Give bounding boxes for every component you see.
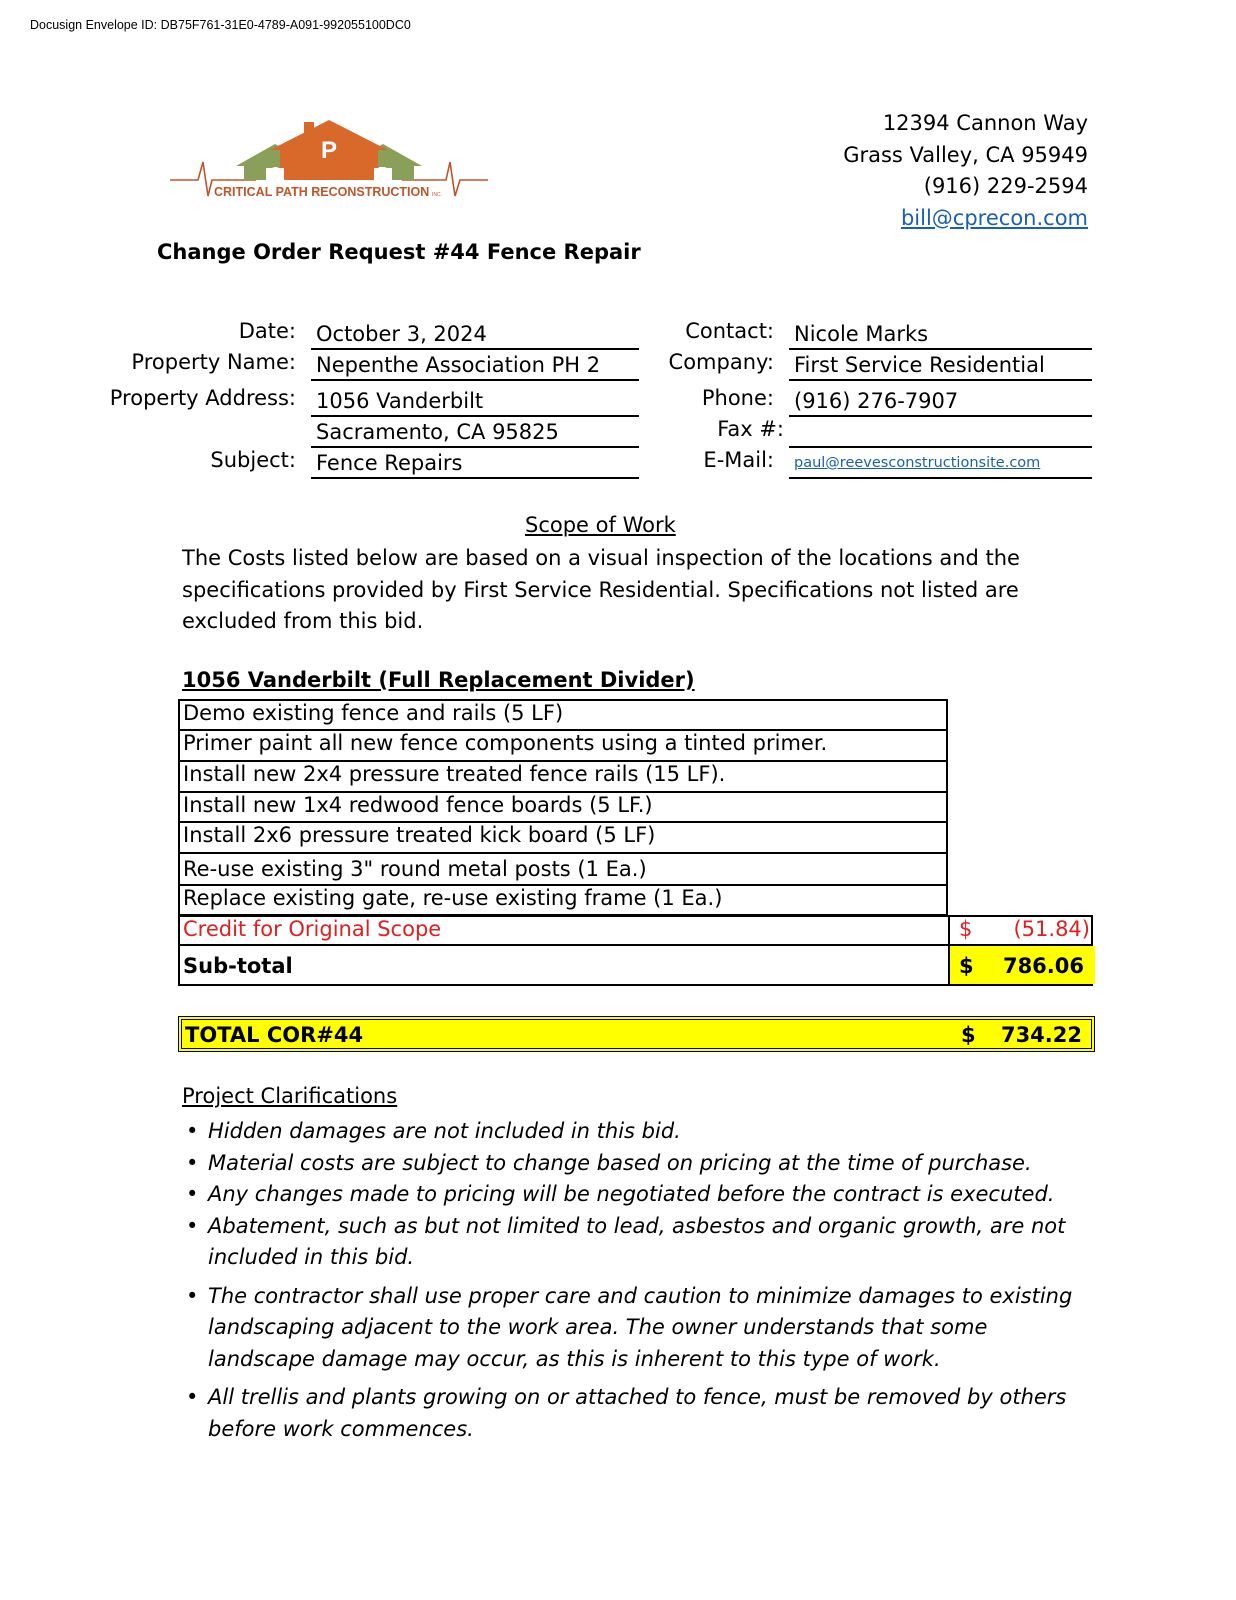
date-label: Date: bbox=[238, 319, 296, 343]
scope-heading: Scope of Work bbox=[525, 513, 676, 537]
property-address-line1: 1056 Vanderbilt bbox=[311, 386, 639, 417]
bullet-icon: • bbox=[186, 1213, 199, 1238]
contractor-phone: (916) 229-2594 bbox=[923, 174, 1088, 198]
logo-letter-r: R bbox=[377, 164, 389, 181]
subtotal-row bbox=[178, 946, 1093, 986]
clarification-item bbox=[186, 1382, 1086, 1445]
credit-label: Credit for Original Scope bbox=[183, 917, 442, 941]
clarification-item bbox=[186, 1148, 1086, 1180]
clarification-item bbox=[186, 1281, 1086, 1376]
clarifications-heading: Project Clarifications bbox=[182, 1084, 398, 1108]
bullet-icon: • bbox=[186, 1283, 199, 1308]
clarification-item bbox=[186, 1179, 1086, 1211]
contractor-address-block bbox=[843, 108, 1088, 234]
credit-currency-symbol: $ bbox=[959, 917, 973, 941]
scope-item-row: Demo existing fence and rails (5 LF) bbox=[178, 699, 948, 731]
subject-label: Subject: bbox=[210, 448, 296, 472]
scope-item-row: Replace existing gate, re-use existing frame (1 Ea.) bbox=[178, 886, 948, 916]
subtotal-amount: 786.06 bbox=[1002, 954, 1084, 978]
credit-amount-cell bbox=[948, 917, 1095, 944]
total-amount: 734.22 bbox=[1000, 1023, 1082, 1047]
total-currency-symbol: $ bbox=[961, 1023, 976, 1047]
docusign-envelope-id: Docusign Envelope ID: DB75F761-31E0-4789-A091-992055100DC0 bbox=[30, 18, 411, 32]
logo-company-name: CRITICAL PATH RECONSTRUCTION bbox=[214, 185, 430, 199]
scope-body: The Costs listed below are based on a visual inspection of the locations and the specifications provided by First Service Residential. Specifications not listed are excluded from this bid. bbox=[182, 546, 1020, 633]
bullet-icon: • bbox=[186, 1119, 199, 1143]
fax-label: Fax #: bbox=[717, 417, 784, 441]
company-label: Company: bbox=[668, 350, 774, 374]
subtotal-currency-symbol: $ bbox=[959, 954, 974, 978]
property-name-label: Property Name: bbox=[131, 350, 296, 374]
contact-value: Nicole Marks bbox=[789, 319, 1092, 350]
scope-item-row: Install new 2x4 pressure treated fence rails (15 LF). bbox=[178, 762, 948, 793]
bullet-icon: • bbox=[186, 1182, 199, 1206]
clarification-text: Material costs are subject to change based on pricing at the time of purchase. bbox=[208, 1150, 1032, 1175]
date-value: October 3, 2024 bbox=[311, 319, 639, 350]
property-name-value: Nepenthe Association PH 2 bbox=[311, 350, 639, 381]
scope-item-row: Install new 1x4 redwood fence boards (5 LF.) bbox=[178, 793, 948, 823]
scope-item-row: Primer paint all new fence components using a tinted primer. bbox=[178, 731, 948, 762]
clarification-text: Any changes made to pricing will be negotiated before the contract is executed. bbox=[208, 1182, 1055, 1206]
clarification-item bbox=[186, 1116, 1086, 1148]
clarification-text: The contractor shall use proper care and caution to minimize damages to existing landscaping adjacent to the work area. The owner understands that some landscape damage may occur, as this is inherent to this type of work. bbox=[208, 1283, 1073, 1371]
clarification-text: All trellis and plants growing on or attached to fence, must be removed by others before work commences. bbox=[208, 1385, 1067, 1441]
phone-value: (916) 276-7907 bbox=[789, 386, 1092, 417]
client-email-link[interactable]: paul@reevesconstructionsite.com bbox=[794, 455, 1041, 471]
email-label: E-Mail: bbox=[703, 448, 774, 472]
bullet-icon: • bbox=[186, 1385, 199, 1409]
credit-amount: (51.84) bbox=[1013, 917, 1090, 941]
credit-row bbox=[178, 915, 1093, 946]
clarifications-list bbox=[186, 1116, 1086, 1452]
subtotal-amount-cell bbox=[948, 946, 1095, 984]
clarification-text: Hidden damages are not included in this bid. bbox=[208, 1119, 681, 1143]
contractor-street: 12394 Cannon Way bbox=[882, 111, 1088, 135]
total-row bbox=[178, 1016, 1095, 1052]
scope-item-row: Re-use existing 3" round metal posts (1 Ea.) bbox=[178, 854, 948, 886]
clarification-text: Abatement, such as but not limited to lead, asbestos and organic growth, are not included in this bid. bbox=[208, 1213, 1066, 1269]
section-heading: 1056 Vanderbilt (Full Replacement Divider) bbox=[182, 668, 695, 692]
property-address-label: Property Address: bbox=[109, 386, 296, 410]
contact-label: Contact: bbox=[685, 319, 774, 343]
contractor-city-state-zip: Grass Valley, CA 95949 bbox=[843, 142, 1088, 167]
contractor-email-link[interactable]: bill@cprecon.com bbox=[900, 205, 1088, 230]
logo-company-suffix: INC. bbox=[432, 192, 442, 198]
logo-letter-c: C bbox=[269, 164, 281, 181]
client-email-field bbox=[789, 448, 1092, 479]
subject-value: Fence Repairs bbox=[311, 448, 639, 479]
subtotal-label: Sub-total bbox=[183, 954, 293, 978]
bullet-icon: • bbox=[186, 1150, 199, 1175]
cpr-logo-graphic bbox=[170, 118, 488, 210]
scope-item-row: Install 2x6 pressure treated kick board (5 LF) bbox=[178, 823, 948, 854]
phone-label: Phone: bbox=[701, 386, 774, 410]
document-title: Change Order Request #44 Fence Repair bbox=[157, 240, 641, 264]
company-value: First Service Residential bbox=[789, 350, 1092, 381]
total-label: TOTAL COR#44 bbox=[185, 1023, 364, 1047]
property-address-line2: Sacramento, CA 95825 bbox=[311, 417, 639, 448]
fax-value bbox=[789, 417, 1092, 448]
clarification-item bbox=[186, 1211, 1086, 1274]
company-logo bbox=[170, 118, 488, 210]
logo-letter-p: P bbox=[320, 137, 338, 164]
